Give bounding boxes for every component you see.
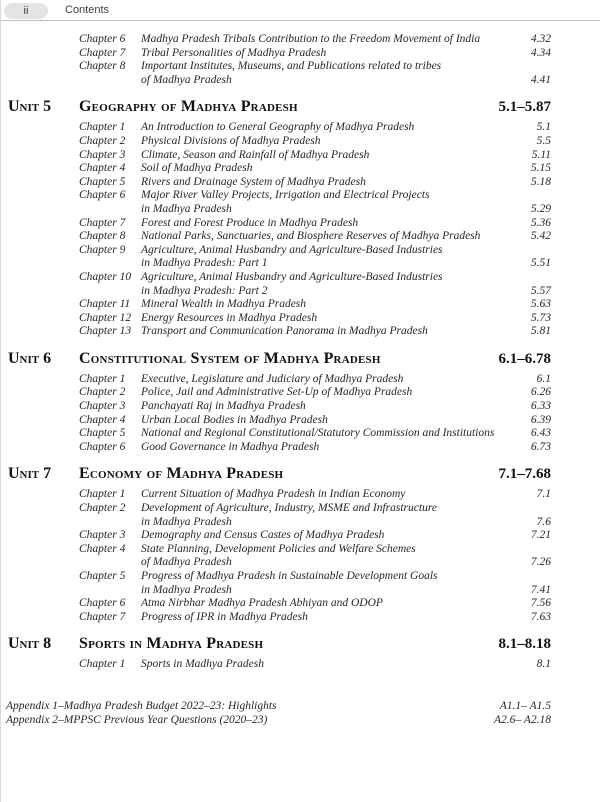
chapter-title-line: in Madhya Pradesh (141, 202, 232, 215)
chapter-title-line: Physical Divisions of Madhya Pradesh (141, 134, 321, 147)
chapter-title (141, 176, 523, 190)
unit-chapter-list (8, 373, 551, 455)
chapter-title (141, 230, 523, 244)
toc-chapter-row (79, 176, 551, 190)
chapter-title (141, 298, 523, 312)
chapter-page-number: 6.1 (536, 372, 551, 385)
toc-chapter-row (79, 121, 551, 135)
unit-page-range: 5.1–5.87 (498, 99, 551, 116)
chapter-title-line: Energy Resources in Madhya Pradesh (141, 311, 318, 324)
unit-header (8, 98, 551, 116)
appendix-list (6, 699, 551, 727)
toc-chapter-row (79, 400, 551, 414)
chapter-page-number: 6.73 (530, 440, 551, 453)
chapter-title-line: Police, Jail and Administrative Set-Up of Madhya Pradesh (141, 386, 413, 399)
toc-chapter-row (79, 441, 551, 455)
chapter-label: Chapter 5 (79, 570, 126, 582)
chapter-title (141, 135, 529, 149)
unit-header (8, 635, 551, 653)
chapter-page-number: 7.63 (530, 610, 551, 623)
toc-chapter-row (79, 658, 551, 672)
appendix-page-range: A1.1– A1.5 (499, 699, 551, 712)
chapter-title-line: National and Regional Constitutional/Statutory Commission and Institutions (141, 427, 495, 440)
chapter-label: Chapter 12 (79, 311, 132, 324)
chapter-title (141, 441, 523, 455)
unit-page-range: 7.1–7.68 (498, 466, 551, 483)
chapter-title (141, 386, 523, 400)
unit-list (8, 98, 551, 672)
page-header (1, 0, 600, 21)
chapter-page-number: 7.41 (530, 583, 551, 596)
chapter-title-line: Development of Agriculture, Industry, MSME and Infrastructure (141, 502, 437, 515)
chapter-label: Chapter 2 (79, 134, 126, 147)
unit-section-unit-6 (8, 350, 551, 455)
toc-chapter-row (79, 149, 551, 163)
chapter-page-number: 5.29 (530, 202, 551, 215)
unit-section-unit-7 (8, 465, 551, 624)
chapter-label: Chapter 3 (79, 400, 126, 413)
toc-chapter-row (79, 325, 551, 339)
chapter-title (141, 47, 523, 61)
chapter-title (141, 33, 523, 47)
chapter-label: Chapter 8 (79, 60, 126, 73)
chapter-label: Chapter 11 (79, 298, 131, 311)
chapter-title-line: in Madhya Pradesh: Part 1 (141, 257, 268, 270)
chapter-page-number: 5.1 (536, 121, 551, 134)
chapter-title-line: of Madhya Pradesh (141, 73, 232, 86)
chapter-title (141, 543, 523, 570)
toc-chapter-row (79, 244, 551, 271)
unit-title: Constitutional System of Madhya Pradesh (79, 349, 381, 367)
toc-chapter-row (79, 230, 551, 244)
chapter-title (141, 60, 523, 87)
chapter-label: Chapter 6 (79, 189, 126, 202)
toc-chapter-row (79, 47, 551, 61)
chapter-title-line: State Planning, Development Policies and Welfare Schemes (141, 542, 416, 555)
toc-chapter-row (79, 217, 551, 231)
chapter-title-line: Demography and Census Castes of Madhya Pradesh (141, 529, 385, 542)
unit-chapter-list (8, 488, 551, 624)
chapter-page-number: 5.73 (530, 311, 551, 324)
toc-chapter-row (79, 135, 551, 149)
chapter-title (141, 414, 523, 428)
chapter-title (141, 312, 523, 326)
chapter-page-number: 5.81 (530, 325, 551, 338)
unit-section-unit-8 (8, 635, 551, 672)
chapter-page-number: 4.34 (530, 46, 551, 59)
chapter-label: Chapter 2 (79, 502, 126, 515)
chapter-label: Chapter 4 (79, 162, 126, 175)
chapter-title (141, 162, 523, 176)
chapter-page-number: 4.41 (530, 73, 551, 86)
chapter-title-line: Important Institutes, Museums, and Publications related to tribes (141, 60, 442, 73)
chapter-page-number: 7.21 (530, 529, 551, 542)
chapter-label: Chapter 1 (79, 658, 126, 671)
toc-chapter-row (79, 373, 551, 387)
chapter-title-line: Agriculture, Animal Husbandry and Agriculture-Based Industries (141, 243, 443, 256)
toc-chapter-row (79, 298, 551, 312)
chapter-label: Chapter 5 (79, 175, 126, 188)
chapter-title-line: Atma Nirbhar Madhya Pradesh Abhiyan and ODOP (141, 597, 383, 610)
chapter-title (141, 611, 523, 625)
chapter-title (141, 271, 523, 298)
chapter-label: Chapter 6 (79, 597, 126, 610)
chapter-title (141, 244, 523, 271)
chapter-page-number: 5.51 (530, 257, 551, 270)
chapter-title (141, 325, 523, 339)
chapter-label: Chapter 2 (79, 386, 126, 399)
header-section-title: Contents (65, 4, 110, 16)
page-number-label: ii (23, 5, 29, 17)
chapter-title (141, 121, 529, 135)
toc-chapter-row (79, 414, 551, 428)
chapter-title (141, 597, 523, 611)
chapter-label: Chapter 10 (79, 270, 132, 283)
chapter-page-number: 5.18 (530, 175, 551, 188)
chapter-title-line: Good Governance in Madhya Pradesh (141, 440, 320, 453)
toc-chapter-row (79, 312, 551, 326)
chapter-title-line: Tribal Personalities of Madhya Pradesh (141, 46, 327, 59)
chapter-label: Chapter 1 (79, 121, 126, 134)
toc-chapter-row (79, 502, 551, 529)
chapter-label: Chapter 9 (79, 243, 126, 256)
chapter-title-line: in Madhya Pradesh: Part 2 (141, 284, 268, 297)
unit-chapter-list (8, 121, 551, 339)
chapter-page-number: 5.57 (530, 284, 551, 297)
toc-chapter-row (79, 488, 551, 502)
chapter-label: Chapter 7 (79, 216, 126, 229)
appendix-page-range: A2.6– A2.18 (494, 714, 551, 727)
pre-unit-chapter-list (8, 33, 551, 87)
unit-title: Economy of Madhya Pradesh (79, 465, 284, 483)
chapter-label: Chapter 3 (79, 148, 126, 161)
chapter-title-line: An Introduction to General Geography of Madhya Pradesh (141, 121, 415, 134)
chapter-title-line: National Parks, Sanctuaries, and Biosphere Reserves of Madhya Pradesh (141, 230, 481, 243)
chapter-title-line: Urban Local Bodies in Madhya Pradesh (141, 413, 328, 426)
chapter-title (141, 400, 523, 414)
chapter-title-line: Major River Valley Projects, Irrigation and Electrical Projects (141, 189, 430, 202)
appendix-row (6, 699, 551, 713)
unit-label: Unit 5 (8, 98, 52, 116)
appendix-row (6, 713, 551, 727)
chapter-title (141, 529, 523, 543)
unit-label: Unit 8 (8, 635, 52, 653)
chapter-title-line: Mineral Wealth in Madhya Pradesh (141, 298, 307, 311)
chapter-page-number: 7.26 (530, 556, 551, 569)
chapter-title (141, 427, 523, 441)
toc-chapter-row (79, 543, 551, 570)
unit-title: Sports in Madhya Pradesh (79, 635, 264, 653)
chapter-page-number: 5.36 (530, 216, 551, 229)
chapter-page-number: 5.63 (530, 298, 551, 311)
chapter-page-number: 4.32 (530, 33, 551, 45)
chapter-title-line: Executive, Legislature and Judiciary of Madhya Pradesh (141, 372, 404, 385)
toc-chapter-row (79, 597, 551, 611)
chapter-title-line: in Madhya Pradesh (141, 583, 232, 596)
unit-label: Unit 7 (8, 465, 52, 483)
toc-chapter-row (79, 33, 551, 47)
chapter-title (141, 658, 529, 672)
chapter-label: Chapter 6 (79, 33, 126, 45)
chapter-page-number: 8.1 (536, 658, 551, 671)
toc-chapter-row (79, 189, 551, 216)
chapter-label: Chapter 1 (79, 488, 126, 501)
toc-chapter-row (79, 570, 551, 597)
chapter-page-number: 5.5 (536, 134, 551, 147)
chapter-title (141, 149, 524, 163)
unit-section-unit-5 (8, 98, 551, 339)
chapter-label: Chapter 8 (79, 230, 126, 243)
chapter-label: Chapter 3 (79, 529, 126, 542)
toc-chapter-row (79, 60, 551, 87)
chapter-title-line: Soil of Madhya Pradesh (141, 162, 253, 175)
chapter-title-line: Progress of Madhya Pradesh in Sustainable Development Goals (141, 570, 438, 582)
unit-label: Unit 6 (8, 349, 52, 367)
chapter-label: Chapter 6 (79, 440, 126, 453)
toc-chapter-row (79, 427, 551, 441)
chapter-title-line: Progress of IPR in Madhya Pradesh (141, 610, 308, 623)
appendix-label: Appendix 2–MPPSC Previous Year Questions (2020–23) (6, 714, 268, 727)
chapter-title (141, 502, 529, 529)
chapter-title-line: of Madhya Pradesh (141, 556, 232, 569)
chapter-page-number: 5.15 (530, 162, 551, 175)
chapter-page-number: 6.39 (530, 413, 551, 426)
unit-header (8, 350, 551, 368)
chapter-page-number: 6.43 (530, 427, 551, 440)
chapter-title-line: Climate, Season and Rainfall of Madhya Pradesh (141, 148, 370, 161)
chapter-title-line: Panchayati Raj in Madhya Pradesh (141, 400, 306, 413)
chapter-page-number: 7.6 (536, 515, 551, 528)
unit-title: Geography of Madhya Pradesh (79, 98, 298, 116)
unit-header (8, 465, 551, 483)
chapter-label: Chapter 4 (79, 413, 126, 426)
toc-chapter-row (79, 162, 551, 176)
chapter-label: Chapter 13 (79, 325, 132, 338)
appendix-label: Appendix 1–Madhya Pradesh Budget 2022–23: Highlights (6, 699, 277, 712)
chapter-page-number: 7.56 (530, 597, 551, 610)
chapter-title-line: Rivers and Drainage System of Madhya Pradesh (141, 175, 366, 188)
chapter-label: Chapter 7 (79, 46, 126, 59)
toc-chapter-row (79, 386, 551, 400)
chapter-title (141, 488, 529, 502)
unit-chapter-list (8, 658, 551, 672)
chapter-title-line: Transport and Communication Panorama in Madhya Pradesh (141, 325, 428, 338)
chapter-page-number: 5.11 (531, 148, 551, 161)
chapter-title-line: Madhya Pradesh Tribals Contribution to the Freedom Movement of India (141, 33, 481, 45)
toc-content (1, 21, 600, 727)
unit-page-range: 8.1–8.18 (498, 636, 551, 653)
chapter-title (141, 189, 523, 216)
unit-page-range: 6.1–6.78 (498, 350, 551, 367)
chapter-title-line: Current Situation of Madhya Pradesh in Indian Economy (141, 488, 406, 501)
toc-chapter-row (79, 529, 551, 543)
chapter-title-line: Forest and Forest Produce in Madhya Pradesh (141, 216, 359, 229)
chapter-title-line: in Madhya Pradesh (141, 515, 232, 528)
chapter-title (141, 570, 523, 597)
page-number-tab (4, 3, 48, 19)
toc-chapter-row (79, 611, 551, 625)
chapter-label: Chapter 4 (79, 542, 126, 555)
chapter-label: Chapter 7 (79, 610, 126, 623)
chapter-title-line: Sports in Madhya Pradesh (141, 658, 264, 671)
chapter-page-number: 6.33 (530, 400, 551, 413)
chapter-title (141, 373, 529, 387)
chapter-page-number: 7.1 (536, 488, 551, 501)
chapter-title-line: Agriculture, Animal Husbandry and Agriculture-Based Industries (141, 270, 443, 283)
toc-chapter-row (79, 271, 551, 298)
chapter-page-number: 5.42 (530, 230, 551, 243)
chapter-title (141, 217, 523, 231)
chapter-page-number: 6.26 (530, 386, 551, 399)
chapter-label: Chapter 1 (79, 372, 126, 385)
chapter-label: Chapter 5 (79, 427, 126, 440)
